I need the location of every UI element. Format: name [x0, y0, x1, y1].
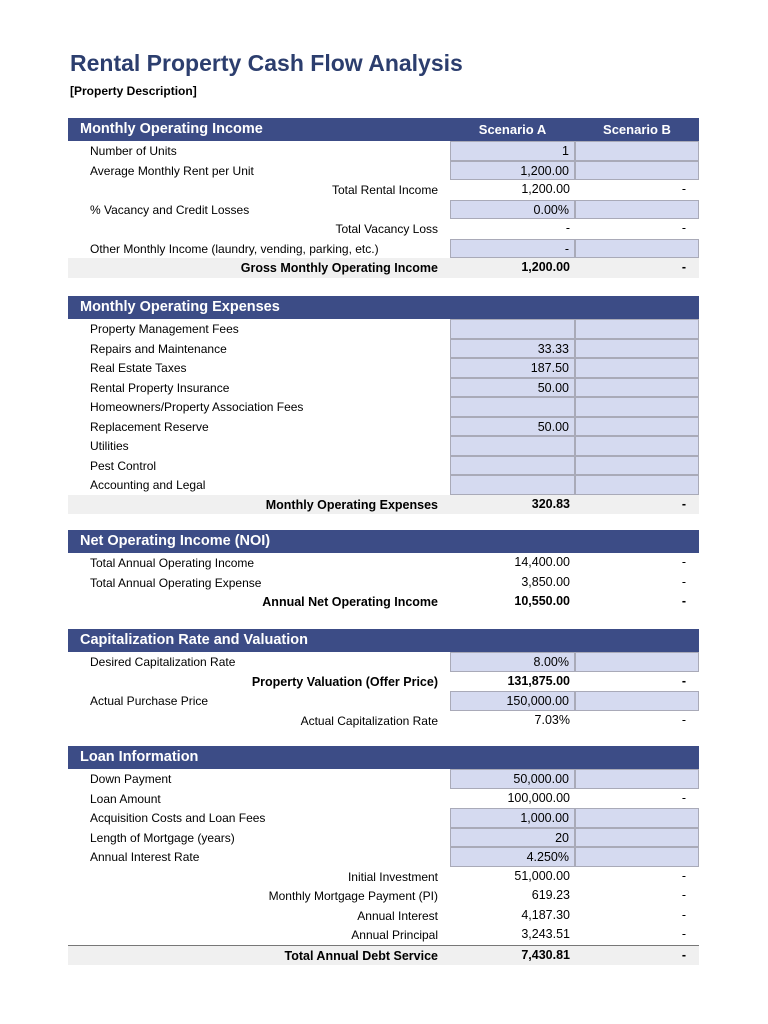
scenario-b-input-cell[interactable] [575, 239, 699, 259]
table-row [68, 358, 699, 378]
cell-value: 100,000.00 [507, 790, 570, 805]
scenario-b-value-cell [575, 925, 699, 945]
scenario-a-value-cell [450, 495, 575, 515]
table-row [68, 925, 699, 945]
scenario-a-input-cell[interactable] [450, 339, 575, 359]
table-row [68, 652, 699, 672]
row-label: Length of Mortgage (years) [90, 830, 235, 845]
row-label: Annual Interest [357, 908, 438, 923]
table-row [68, 417, 699, 437]
column-header-scenario-b: Scenario B [603, 122, 671, 137]
scenario-a-value-cell [450, 789, 575, 809]
table-row [68, 378, 699, 398]
scenario-b-input-cell[interactable] [575, 358, 699, 378]
page-title: Rental Property Cash Flow Analysis [70, 50, 463, 76]
cell-value: 50.00 [537, 419, 569, 434]
scenario-b-value-cell [575, 711, 699, 731]
table-row [68, 200, 699, 220]
scenario-a-value-cell [450, 946, 575, 966]
cell-value: 320.83 [531, 496, 570, 511]
row-label: Real Estate Taxes [90, 361, 187, 375]
row-label: Utilities [90, 439, 129, 453]
scenario-b-value-cell [575, 180, 699, 200]
row-label: Monthly Mortgage Payment (PI) [268, 889, 438, 903]
scenario-b-input-cell[interactable] [575, 808, 699, 828]
cell-value: 187.50 [530, 361, 569, 375]
scenario-a-input-cell[interactable] [450, 475, 575, 495]
cell-value: 33.33 [537, 341, 569, 356]
table-row [68, 141, 699, 161]
scenario-b-value-cell [575, 672, 699, 692]
cell-value: 50.00 [537, 380, 569, 395]
table-row [68, 397, 699, 417]
table-row [68, 239, 699, 259]
row-label: Actual Capitalization Rate [300, 713, 438, 728]
section-header [68, 530, 699, 553]
scenario-b-input-cell[interactable] [575, 436, 699, 456]
scenario-b-input-cell[interactable] [575, 652, 699, 672]
scenario-a-value-cell [450, 711, 575, 731]
table-row [68, 592, 699, 612]
section-header [68, 629, 699, 652]
scenario-a-input-cell[interactable] [450, 319, 575, 339]
cell-value: - [681, 907, 686, 922]
table-row [68, 573, 699, 593]
cell-value: 1,200.00 [520, 163, 569, 178]
scenario-b-value-cell [575, 906, 699, 926]
row-label: Monthly Operating Expenses [265, 497, 438, 512]
scenario-a-value-cell [450, 886, 575, 906]
table-row [68, 711, 699, 731]
cell-value: 0.00% [533, 202, 569, 217]
row-label: Annual Principal [351, 928, 438, 942]
row-label: Rental Property Insurance [90, 380, 230, 395]
cell-value: 10,550.00 [514, 594, 570, 608]
row-label: Other Monthly Income (laundry, vending, parking, etc.) [90, 241, 379, 256]
cell-value: - [681, 182, 686, 196]
scenario-a-input-cell[interactable] [450, 378, 575, 398]
row-label: Total Annual Debt Service [284, 948, 438, 963]
row-label: Annual Interest Rate [90, 850, 200, 864]
section-noi [68, 530, 699, 612]
cell-value: - [681, 555, 686, 569]
scenario-b-value-cell [575, 495, 699, 515]
section-title: Loan Information [80, 749, 199, 765]
scenario-a-input-cell[interactable] [450, 200, 575, 220]
row-label: Down Payment [90, 772, 172, 786]
section-title: Net Operating Income (NOI) [80, 533, 271, 549]
scenario-b-input-cell[interactable] [575, 475, 699, 495]
scenario-a-value-cell [450, 258, 575, 278]
scenario-b-value-cell [575, 946, 699, 966]
table-row [68, 867, 699, 887]
row-label: Average Monthly Rent per Unit [90, 163, 254, 178]
table-row [68, 219, 699, 239]
section-income [68, 118, 699, 278]
scenario-b-value-cell [575, 553, 699, 573]
scenario-b-value-cell [575, 867, 699, 887]
table-row [68, 339, 699, 359]
cell-value: 1,200.00 [521, 260, 570, 274]
scenario-b-input-cell[interactable] [575, 319, 699, 339]
table-row [68, 436, 699, 456]
cell-value: 4,187.30 [521, 907, 570, 922]
scenario-a-input-cell[interactable] [450, 456, 575, 476]
table-row [68, 808, 699, 828]
row-label: Desired Capitalization Rate [90, 655, 236, 669]
row-label: Accounting and Legal [90, 478, 206, 492]
table-row [68, 319, 699, 339]
scenario-a-input-cell[interactable] [450, 141, 575, 161]
scenario-b-value-cell [575, 886, 699, 906]
scenario-b-input-cell[interactable] [575, 161, 699, 181]
scenario-a-input-cell[interactable] [450, 808, 575, 828]
cell-value: 619.23 [531, 888, 570, 902]
table-row [68, 475, 699, 495]
row-label: Acquisition Costs and Loan Fees [90, 811, 266, 825]
scenario-b-value-cell [575, 219, 699, 239]
row-label: Total Vacancy Loss [335, 222, 438, 236]
row-label: Total Annual Operating Expense [90, 575, 262, 590]
scenario-b-input-cell[interactable] [575, 397, 699, 417]
cell-value: 14,400.00 [514, 555, 570, 569]
scenario-a-input-cell[interactable] [450, 417, 575, 437]
section-title: Monthly Operating Expenses [80, 299, 280, 315]
scenario-b-input-cell[interactable] [575, 847, 699, 867]
row-label: Homeowners/Property Association Fees [90, 400, 304, 414]
table-row [68, 553, 699, 573]
table-row [68, 691, 699, 711]
table-row [68, 769, 699, 789]
row-label: Property Valuation (Offer Price) [251, 674, 438, 689]
scenario-a-input-cell[interactable] [450, 397, 575, 417]
section-expenses [68, 296, 699, 514]
row-label: Total Rental Income [331, 183, 438, 197]
cell-value: - [681, 496, 686, 511]
scenario-b-value-cell [575, 573, 699, 593]
scenario-a-input-cell[interactable] [450, 828, 575, 848]
section-title: Capitalization Rate and Valuation [80, 632, 309, 648]
cell-value: 50,000.00 [513, 772, 569, 786]
scenario-a-value-cell [450, 592, 575, 612]
scenario-b-input-cell[interactable] [575, 769, 699, 789]
scenario-b-value-cell [575, 789, 699, 809]
table-row [68, 886, 699, 906]
cell-value: - [681, 574, 686, 589]
cell-value: 51,000.00 [514, 868, 570, 883]
cell-value: - [681, 594, 686, 608]
cell-value: - [565, 221, 570, 235]
row-label: % Vacancy and Credit Losses [90, 202, 250, 217]
cell-value: 3,243.51 [521, 927, 570, 941]
cell-value: 3,850.00 [521, 574, 570, 589]
cell-value: - [681, 947, 686, 962]
section-header [68, 746, 699, 769]
scenario-a-value-cell [450, 672, 575, 692]
scenario-a-value-cell [450, 906, 575, 926]
table-row [68, 847, 699, 867]
scenario-b-input-cell[interactable] [575, 141, 699, 161]
cell-value: - [681, 673, 686, 688]
scenario-a-value-cell [450, 925, 575, 945]
row-label: Loan Amount [90, 791, 161, 806]
cell-value: 1 [562, 144, 569, 158]
section-title: Monthly Operating Income [80, 121, 263, 137]
column-header-scenario-a: Scenario A [478, 122, 547, 137]
row-label: Initial Investment [347, 869, 438, 884]
row-label: Total Annual Operating Income [90, 556, 255, 570]
table-row [68, 161, 699, 181]
scenario-a-input-cell[interactable] [450, 436, 575, 456]
scenario-a-input-cell[interactable] [450, 847, 575, 867]
table-row [68, 828, 699, 848]
scenario-a-input-cell[interactable] [450, 358, 575, 378]
section-header [68, 118, 699, 141]
scenario-b-input-cell[interactable] [575, 200, 699, 220]
scenario-a-value-cell [450, 553, 575, 573]
property-description: [Property Description] [70, 84, 197, 98]
cell-value: - [681, 221, 686, 235]
section-loan [68, 746, 699, 965]
scenario-a-input-cell[interactable] [450, 691, 575, 711]
section-caprate [68, 629, 699, 730]
row-label: Pest Control [90, 458, 157, 473]
row-label: Replacement Reserve [90, 419, 209, 434]
scenario-a-input-cell[interactable] [450, 239, 575, 259]
cell-value: - [681, 888, 686, 902]
scenario-a-value-cell [450, 180, 575, 200]
scenario-a-input-cell[interactable] [450, 769, 575, 789]
scenario-a-input-cell[interactable] [450, 652, 575, 672]
row-label: Annual Net Operating Income [262, 595, 438, 609]
cell-value: - [681, 790, 686, 805]
cell-value: 20 [555, 830, 569, 845]
scenario-b-input-cell[interactable] [575, 417, 699, 437]
scenario-b-input-cell[interactable] [575, 691, 699, 711]
scenario-b-input-cell[interactable] [575, 828, 699, 848]
scenario-a-value-cell [450, 219, 575, 239]
table-row [68, 456, 699, 476]
row-label: Actual Purchase Price [90, 694, 209, 708]
section-header [68, 296, 699, 319]
scenario-a-value-cell [450, 573, 575, 593]
table-row [68, 258, 699, 278]
cell-value: 7.03% [534, 712, 570, 727]
cell-value: 7,430.81 [521, 947, 570, 962]
row-label: Number of Units [90, 144, 177, 158]
cell-value: 150,000.00 [506, 694, 569, 708]
row-label: Repairs and Maintenance [90, 341, 227, 356]
table-row [68, 945, 699, 966]
row-label: Gross Monthly Operating Income [240, 261, 438, 275]
cell-value: - [564, 241, 569, 256]
table-row [68, 495, 699, 515]
scenario-a-input-cell[interactable] [450, 161, 575, 181]
cell-value: - [681, 260, 686, 274]
cell-value: 131,875.00 [507, 673, 570, 688]
row-label: Property Management Fees [90, 322, 239, 336]
scenario-b-input-cell[interactable] [575, 339, 699, 359]
scenario-b-input-cell[interactable] [575, 378, 699, 398]
table-row [68, 906, 699, 926]
table-row [68, 672, 699, 692]
scenario-b-value-cell [575, 258, 699, 278]
cell-value: - [681, 712, 686, 727]
cell-value: - [681, 927, 686, 941]
cell-value: 8.00% [533, 655, 569, 669]
cell-value: 1,200.00 [521, 182, 570, 196]
cell-value: 1,000.00 [520, 811, 569, 825]
scenario-a-value-cell [450, 867, 575, 887]
table-row [68, 789, 699, 809]
scenario-b-input-cell[interactable] [575, 456, 699, 476]
table-row [68, 180, 699, 200]
cell-value: 4.250% [526, 850, 569, 864]
scenario-b-value-cell [575, 592, 699, 612]
cell-value: - [681, 868, 686, 883]
